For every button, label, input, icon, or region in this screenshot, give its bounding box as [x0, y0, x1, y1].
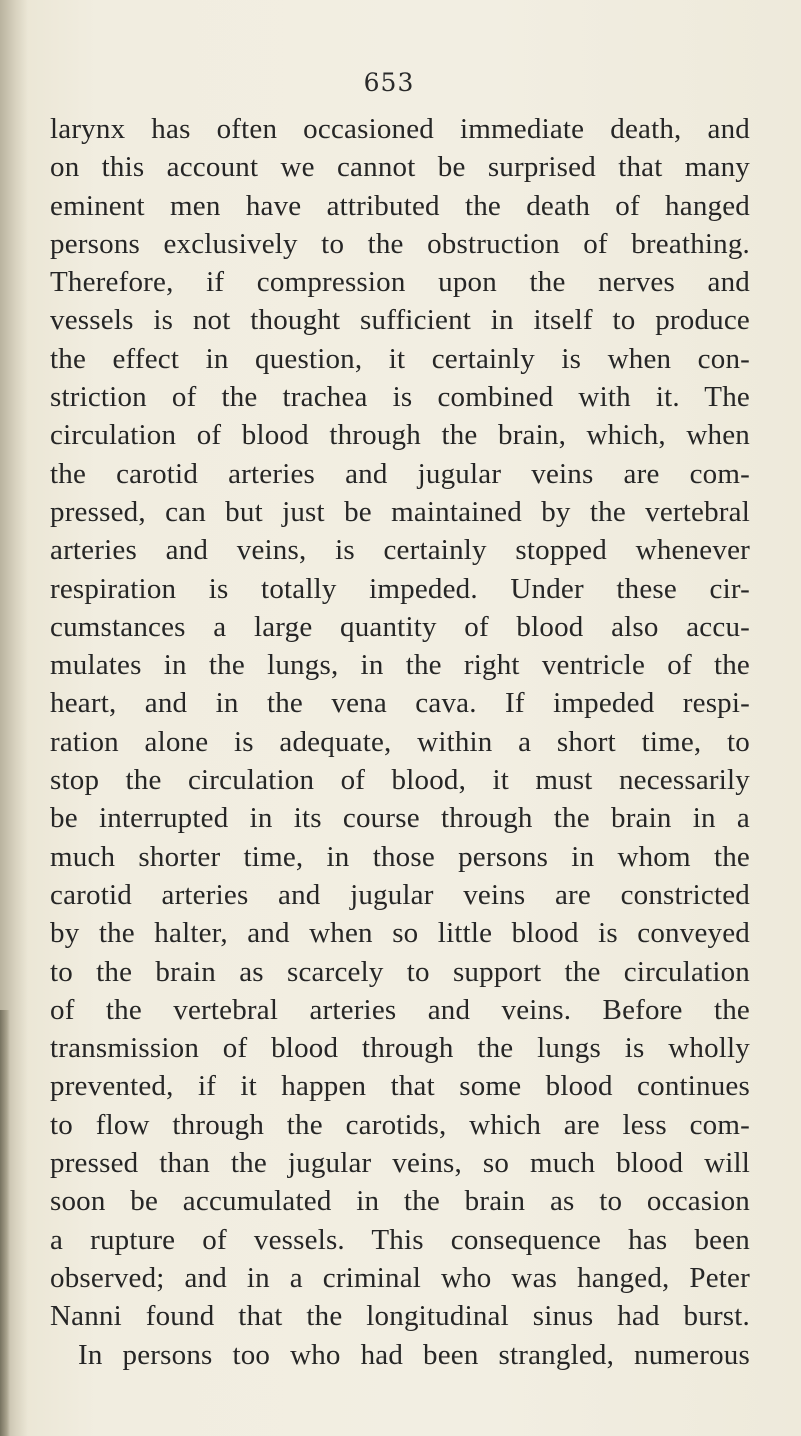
body-text: [50, 110, 750, 1374]
text-line: respiration is totally impeded. Under these cir-: [50, 572, 750, 605]
text-line: soon be accumulated in the brain as to occasion: [50, 1185, 750, 1218]
text-line: In persons too who had been strangled, numerous: [78, 1338, 750, 1371]
text-line: of the vertebral arteries and veins. Before the: [50, 993, 750, 1026]
text-line: circulation of blood through the brain, which, when: [50, 419, 750, 452]
text-line: pressed than the jugular veins, so much blood will: [50, 1147, 750, 1180]
text-line: eminent men have attributed the death of hanged: [50, 189, 750, 222]
text-line: the effect in question, it certainly is when con-: [50, 342, 750, 375]
text-line: Nanni found that the longitudinal sinus had burst.: [50, 1300, 750, 1333]
text-line: be interrupted in its course through the brain in a: [50, 802, 750, 835]
text-line: transmission of blood through the lungs is wholly: [50, 1032, 750, 1065]
page-number: 653: [363, 68, 415, 97]
text-line: by the halter, and when so little blood is conveyed: [50, 917, 750, 950]
text-line: carotid arteries and jugular veins are constricted: [50, 878, 750, 911]
text-line: ration alone is adequate, within a short time, to: [50, 725, 750, 758]
text-line: to flow through the carotids, which are less com-: [50, 1108, 750, 1141]
text-line: striction of the trachea is combined with it. The: [50, 381, 750, 414]
page-edge: [0, 1010, 10, 1436]
text-line: mulates in the lungs, in the right ventricle of the: [50, 649, 750, 682]
text-line: a rupture of vessels. This consequence has been: [50, 1223, 750, 1256]
text-line: heart, and in the vena cava. If impeded respi-: [50, 687, 750, 720]
text-line: larynx has often occasioned immediate death, and: [50, 113, 750, 145]
text-line: Therefore, if compression upon the nerves and: [50, 266, 750, 299]
text-line: vessels is not thought sufficient in itself to produce: [50, 304, 750, 337]
text-line: stop the circulation of blood, it must necessarily: [50, 764, 750, 797]
text-line: arteries and veins, is certainly stopped whenever: [50, 534, 750, 567]
text-line: on this account we cannot be surprised that many: [50, 151, 750, 184]
text-line: to the brain as scarcely to support the circulation: [50, 955, 750, 988]
text-line: much shorter time, in those persons in whom the: [50, 840, 750, 873]
text-line: persons exclusively to the obstruction of breathing.: [50, 227, 750, 260]
text-line: cumstances a large quantity of blood also accu-: [50, 610, 750, 643]
text-line: observed; and in a criminal who was hanged, Peter: [50, 1261, 750, 1294]
text-line: prevented, if it happen that some blood continues: [50, 1070, 750, 1103]
text-line: pressed, can but just be maintained by the vertebral: [50, 495, 750, 528]
text-line: the carotid arteries and jugular veins are com-: [50, 457, 750, 490]
